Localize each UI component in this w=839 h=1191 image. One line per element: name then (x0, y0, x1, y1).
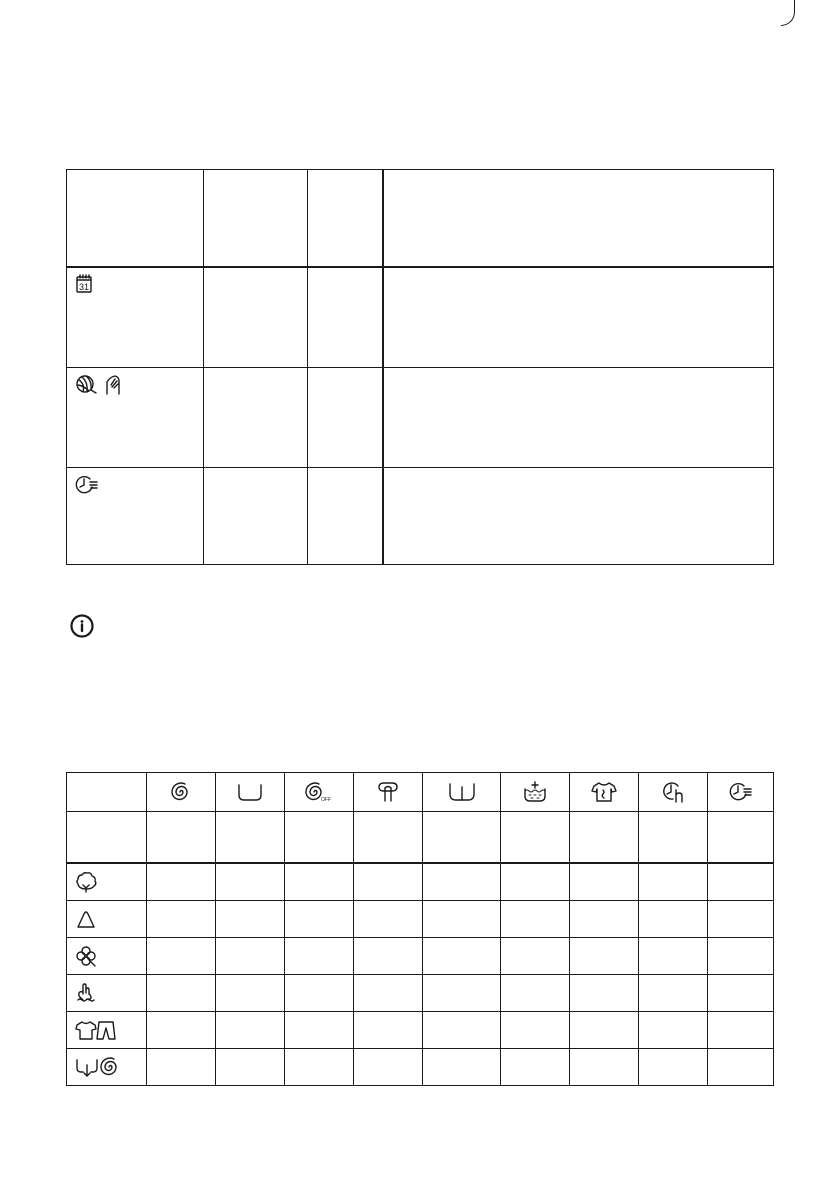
programme-cell (383, 170, 774, 268)
cotton-icon (75, 871, 97, 893)
options-blank-header-row (67, 812, 774, 864)
option-header-cell (147, 773, 216, 812)
calendar-31-icon (75, 274, 93, 294)
options-cell (423, 938, 501, 975)
hand-wash-icon (102, 374, 124, 396)
options-cell (423, 1049, 501, 1086)
options-cell (285, 938, 354, 975)
options-cell (216, 938, 285, 975)
options-cell (147, 938, 216, 975)
programme-cell (67, 468, 204, 565)
time-save-icon (729, 781, 753, 803)
options-corner-cell (67, 773, 147, 812)
options-table (66, 772, 774, 1086)
options-cell (501, 1012, 570, 1049)
programme-cell (67, 267, 204, 368)
options-cell (423, 901, 501, 938)
options-cell (354, 1049, 423, 1086)
stain-icon (376, 781, 400, 803)
no-spin-label: OFF (321, 797, 331, 803)
options-cell (708, 812, 774, 864)
programme-icon-cell (67, 938, 147, 975)
options-cell (501, 863, 570, 901)
programme-cell (204, 368, 308, 468)
options-cell (285, 812, 354, 864)
options-cell (216, 1049, 285, 1086)
options-cell (147, 1012, 216, 1049)
programme-cell (308, 368, 383, 468)
options-cell (501, 901, 570, 938)
options-cell (216, 863, 285, 901)
info-icon (70, 614, 94, 638)
options-cell (501, 938, 570, 975)
programme-cell (383, 267, 774, 368)
options-cell (708, 1012, 774, 1049)
options-cell (639, 938, 708, 975)
programme-cell (204, 267, 308, 368)
options-cell (570, 938, 639, 975)
programme-icon-cell (67, 901, 147, 938)
options-cell (570, 1012, 639, 1049)
options-cell (501, 975, 570, 1012)
options-cell (639, 1049, 708, 1086)
option-header-cell (570, 773, 639, 812)
options-cell (147, 901, 216, 938)
options-cell (423, 1012, 501, 1049)
options-cell (354, 1012, 423, 1049)
spin-icon (170, 781, 192, 803)
options-programme-row (67, 901, 774, 938)
programme-cell (383, 368, 774, 468)
anti-crease-icon (591, 781, 617, 803)
options-programme-row (67, 1049, 774, 1086)
programme-row (67, 368, 774, 468)
options-cell (570, 1049, 639, 1086)
options-cell (423, 863, 501, 901)
options-cell (216, 812, 285, 864)
programme-cell (383, 468, 774, 565)
options-cell (147, 812, 216, 864)
options-cell (708, 975, 774, 1012)
programme-icon-cell (67, 863, 147, 901)
options-cell (570, 863, 639, 901)
option-header-cell (285, 773, 354, 812)
programme-cell (204, 170, 308, 268)
option-header-cell (501, 773, 570, 812)
options-cell (570, 812, 639, 864)
options-cell (423, 812, 501, 864)
options-cell (501, 1049, 570, 1086)
option-header-cell (354, 773, 423, 812)
options-cell (147, 863, 216, 901)
programme-header-row (67, 170, 774, 268)
rinse-hold-icon (237, 782, 263, 802)
options-cell (570, 901, 639, 938)
options-cell (708, 1049, 774, 1086)
wool-ball-icon (75, 374, 97, 396)
delicates-icon (75, 945, 97, 967)
options-icon-header-row (67, 773, 774, 812)
programme-cell (67, 170, 204, 268)
options-cell (423, 975, 501, 1012)
programme-cell (308, 267, 383, 368)
drain-spin-icon (75, 1056, 121, 1078)
options-cell (708, 901, 774, 938)
delay-start-icon (661, 780, 685, 804)
no-spin-icon (305, 781, 333, 803)
programme-icon-cell (67, 975, 147, 1012)
extra-rinse-icon (448, 782, 476, 802)
options-programme-row (67, 1012, 774, 1049)
options-cell (639, 863, 708, 901)
options-cell (639, 901, 708, 938)
options-cell (285, 975, 354, 1012)
options-cell (639, 1012, 708, 1049)
calendar-day-text: 31 (79, 282, 90, 292)
options-cell (216, 975, 285, 1012)
programme-cell (204, 468, 308, 565)
options-cell (639, 812, 708, 864)
options-programme-row (67, 863, 774, 901)
options-cell (708, 863, 774, 901)
options-cell (285, 901, 354, 938)
programme-icon-cell (67, 1012, 147, 1049)
programme-cell (308, 468, 383, 565)
options-cell (354, 975, 423, 1012)
programme-row (67, 267, 774, 368)
page-corner-mark (781, 0, 795, 26)
options-cell (147, 975, 216, 1012)
option-header-cell (423, 773, 501, 812)
options-programme-row (67, 975, 774, 1012)
programme-table (66, 169, 774, 565)
programme-row (67, 468, 774, 565)
synthetics-icon (75, 909, 97, 929)
options-cell (67, 812, 147, 864)
options-cell (708, 938, 774, 975)
options-cell (354, 812, 423, 864)
options-cell (354, 863, 423, 901)
options-cell (570, 975, 639, 1012)
option-header-cell (639, 773, 708, 812)
options-cell (285, 863, 354, 901)
option-header-cell (216, 773, 285, 812)
option-header-cell (708, 773, 774, 812)
options-cell (639, 975, 708, 1012)
options-cell (147, 1049, 216, 1086)
programme-cell (308, 170, 383, 268)
options-cell (354, 938, 423, 975)
programme-cell (67, 368, 204, 468)
soak-icon (523, 781, 547, 803)
mixed-clothes-icon (75, 1019, 117, 1041)
options-programme-row (67, 938, 774, 975)
wool-hand-wash-icon (75, 982, 97, 1004)
programme-icon-cell (67, 1049, 147, 1086)
options-cell (285, 1049, 354, 1086)
options-cell (216, 901, 285, 938)
options-cell (285, 1012, 354, 1049)
time-save-icon (75, 474, 99, 496)
options-cell (501, 812, 570, 864)
options-cell (354, 901, 423, 938)
options-cell (216, 1012, 285, 1049)
